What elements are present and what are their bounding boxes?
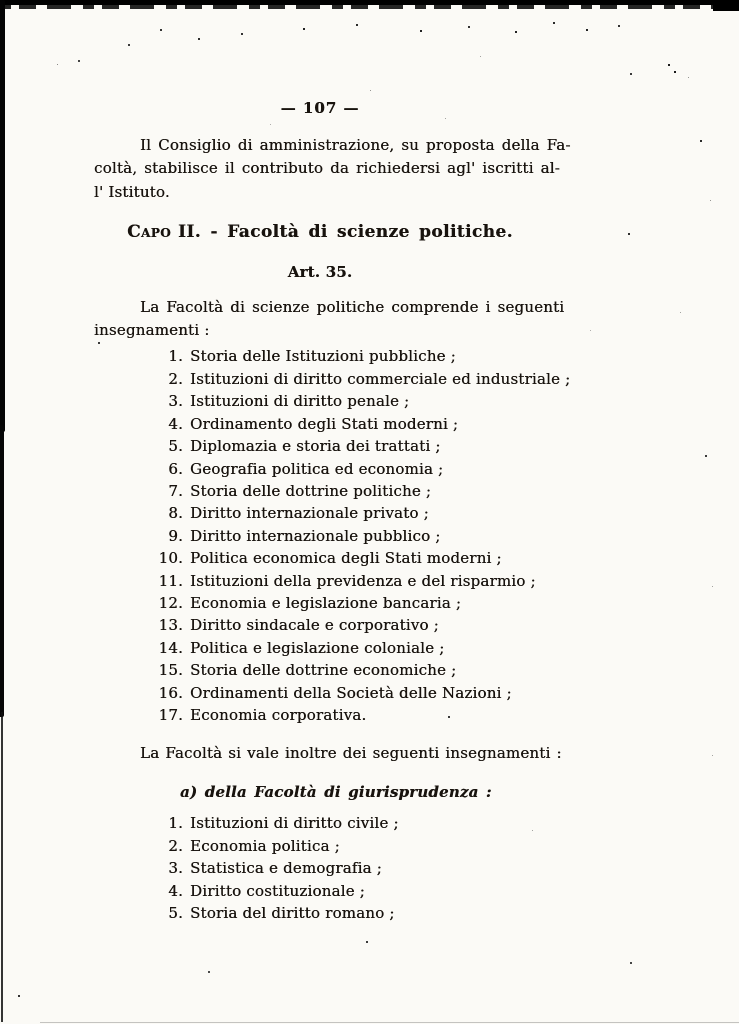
text-line: l' Istituto. — [94, 182, 170, 201]
text-line: insegnamenti : — [94, 321, 210, 340]
item-text: Ordinamenti della Società delle Nazioni ; — [190, 683, 512, 702]
item-number: 1. — [168, 814, 183, 833]
item-number: 17. — [158, 705, 183, 724]
list-item — [94, 659, 591, 681]
item-text: Geografia politica ed economia ; — [190, 459, 444, 478]
item-number: 3. — [168, 392, 183, 411]
item-number: 9. — [168, 526, 183, 545]
item-text: Politica e legislazione coloniale ; — [190, 638, 445, 657]
list-item — [94, 880, 591, 902]
text-line: coltà, stabilisce il contributo da richiedersi agl' iscritti al- — [94, 159, 560, 178]
list-item — [94, 525, 591, 547]
item-text: Diritto internazionale privato ; — [190, 504, 429, 523]
text-line: La Facoltà di scienze politiche comprende i seguenti — [140, 297, 565, 316]
item-number: 5. — [168, 437, 183, 456]
lead-paragraph — [94, 296, 591, 343]
scan-artifact-left-binding-shadow — [0, 425, 4, 717]
scan-artifact-top-right-corner — [713, 0, 739, 11]
item-text: Ordinamento degli Stati moderni ; — [190, 414, 459, 433]
list-item — [94, 390, 591, 412]
chapter-title: II. - Facoltà di scienze politiche. — [178, 221, 513, 242]
item-number: 10. — [158, 549, 183, 568]
item-text: Storia delle dottrine politiche ; — [190, 481, 432, 500]
chapter-heading — [94, 222, 546, 242]
list-item — [94, 458, 591, 480]
item-text: Politica economica degli Stati moderni ; — [190, 549, 502, 568]
courses-list-political-science — [94, 345, 591, 726]
item-text: Istituzioni di diritto civile ; — [190, 814, 399, 833]
item-number: 4. — [168, 881, 183, 900]
item-number: 16. — [158, 683, 183, 702]
item-number: 14. — [158, 638, 183, 657]
item-number: 7. — [168, 481, 183, 500]
chapter-label-smallcaps: Capo — [127, 221, 171, 242]
list-item — [94, 502, 591, 524]
list-item — [94, 902, 591, 924]
item-number: 6. — [168, 459, 183, 478]
article-heading: Art. 35. — [287, 262, 353, 281]
list-item — [94, 547, 591, 569]
list-item — [94, 682, 591, 704]
item-text: Storia del diritto romano ; — [190, 904, 395, 923]
list-item — [94, 812, 591, 834]
item-text: Economia politica ; — [190, 836, 340, 855]
list-item — [94, 413, 591, 435]
list-item — [94, 345, 591, 367]
list-item — [94, 704, 591, 726]
subsection-heading: a) della Facoltà di giurisprudenza : — [180, 783, 492, 802]
item-number: 2. — [168, 836, 183, 855]
item-number: 3. — [168, 859, 183, 878]
list-item — [94, 637, 591, 659]
item-number: 8. — [168, 504, 183, 523]
item-text: Istituzioni della previdenza e del risparmio ; — [190, 571, 536, 590]
item-text: Diritto costituzionale ; — [190, 881, 365, 900]
scan-artifact-left-binding-shadow — [0, 0, 5, 432]
scan-noise-speckles — [0, 0, 1, 1]
text-line: Il Consiglio di amministrazione, su proposta della Fa- — [140, 136, 571, 154]
scan-artifact-left-binding-shadow — [1, 712, 3, 1022]
item-text: Diritto sindacale e corporativo ; — [190, 616, 439, 635]
item-number: 2. — [168, 369, 183, 388]
list-item — [94, 614, 591, 636]
list-item — [94, 592, 591, 614]
list-item — [94, 570, 591, 592]
item-text: Storia delle dottrine economiche ; — [190, 661, 457, 680]
item-text: Diplomazia e storia dei trattati ; — [190, 437, 441, 456]
courses-list-jurisprudence — [94, 812, 591, 924]
scan-artifact-bottom-edge — [40, 1022, 739, 1023]
list-item — [94, 435, 591, 457]
item-number: 13. — [158, 616, 183, 635]
intro-paragraph — [94, 134, 591, 204]
list-item — [94, 480, 591, 502]
scan-artifact-top-edge-ragged — [0, 5, 739, 9]
item-text: Istituzioni di diritto penale ; — [190, 392, 410, 411]
item-text: Istituzioni di diritto commerciale ed industriale ; — [190, 369, 571, 388]
item-number: 4. — [168, 414, 183, 433]
bridge-paragraph: La Facoltà si vale inoltre dei seguenti insegnamenti : — [140, 744, 562, 763]
item-text: Economia corporativa. — [190, 705, 367, 724]
item-text: Diritto internazionale pubblico ; — [190, 526, 441, 545]
item-text: Economia e legislazione bancaria ; — [190, 593, 462, 612]
item-number: 12. — [158, 593, 183, 612]
item-number: 11. — [158, 571, 183, 590]
item-text: Storia delle Istituzioni pubbliche ; — [190, 347, 456, 366]
list-item — [94, 835, 591, 857]
list-item — [94, 368, 591, 390]
list-item — [94, 857, 591, 879]
item-number: 5. — [168, 904, 183, 923]
item-number: 15. — [158, 661, 183, 680]
page-content — [94, 99, 591, 924]
item-text: Statistica e demografia ; — [190, 859, 382, 878]
page-number: — 107 — — [280, 99, 360, 117]
item-number: 1. — [168, 347, 183, 366]
